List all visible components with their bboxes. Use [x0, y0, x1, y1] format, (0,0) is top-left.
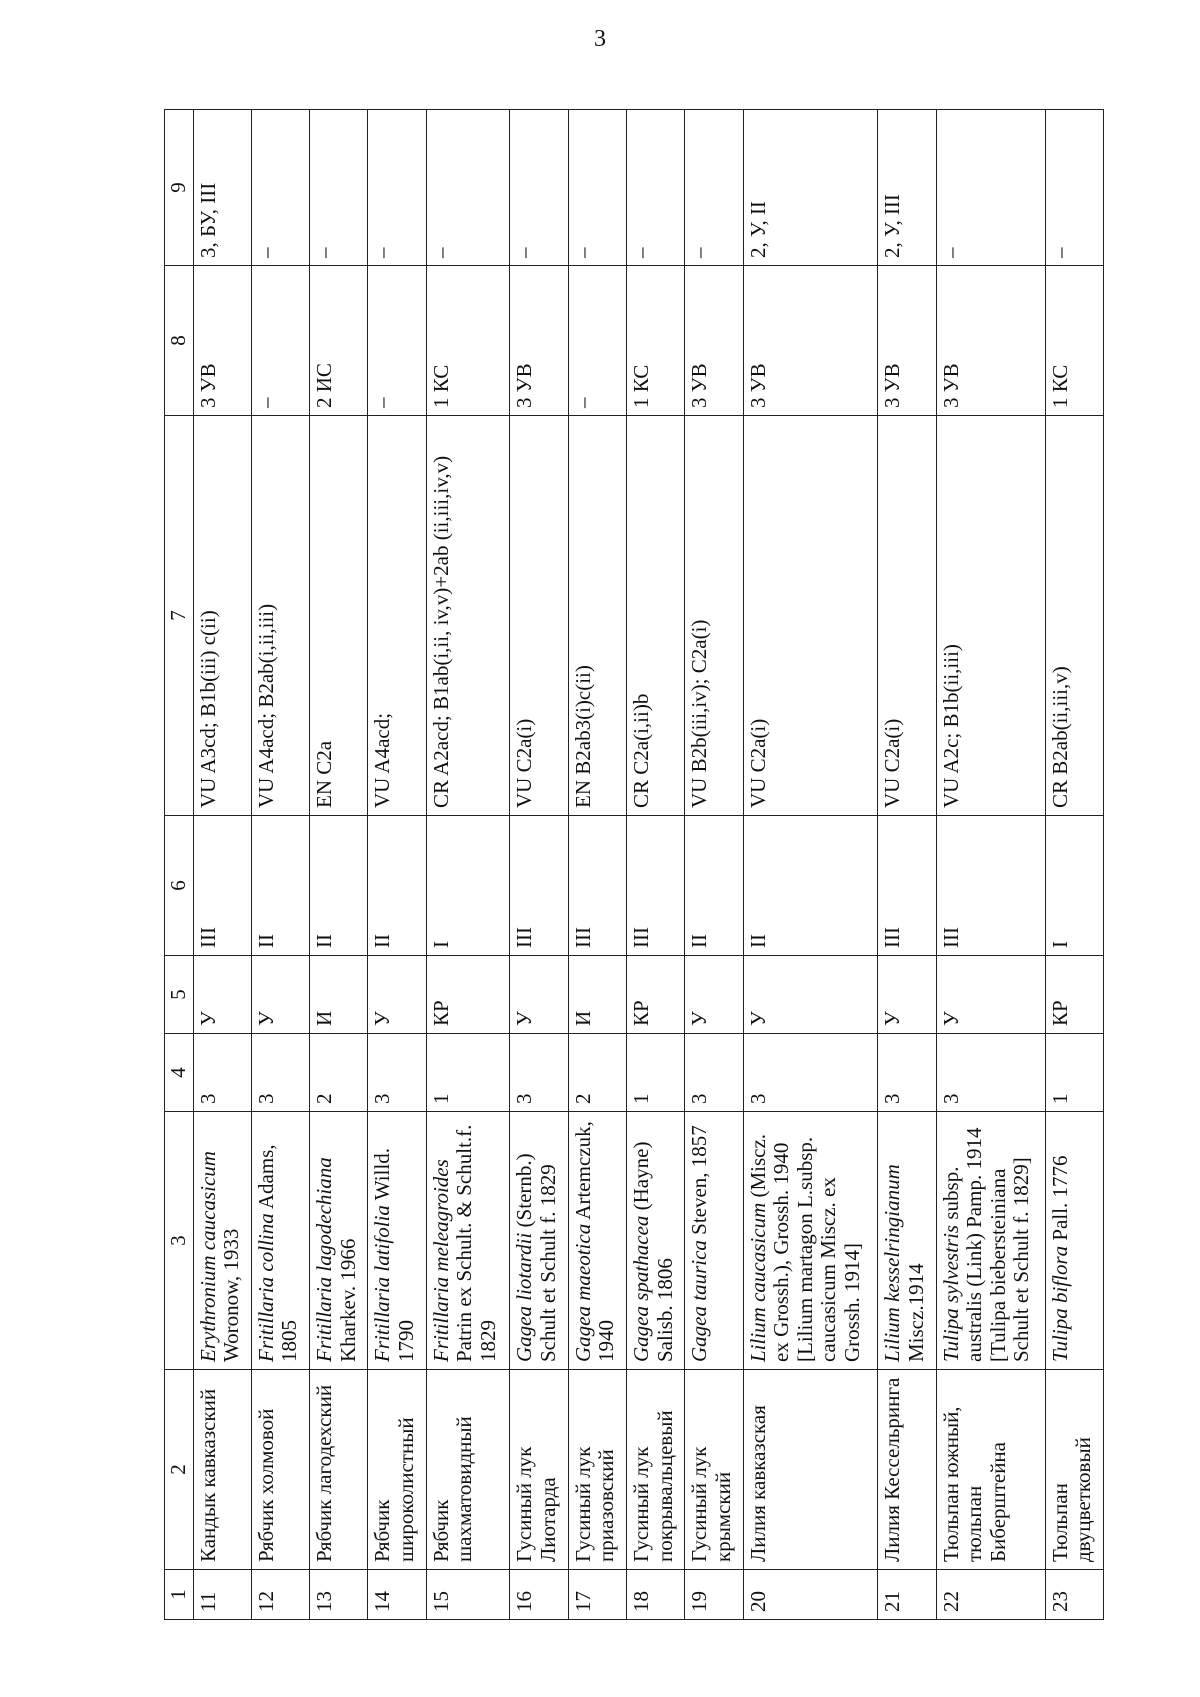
status-value: У — [878, 956, 936, 1034]
russian-name: Тюльпан южный, тюльпан Биберштейна — [936, 1370, 1045, 1570]
status-value: И — [568, 956, 626, 1034]
latin-author: Miscz.1914 — [903, 1263, 928, 1362]
latin-name-cell — [936, 1112, 1045, 1370]
status-value: КР — [426, 956, 510, 1034]
table-row — [510, 110, 568, 1620]
row-number: 23 — [1045, 1570, 1103, 1620]
row-number: 17 — [568, 1570, 626, 1620]
latin-author: Pall. 1776 — [1047, 1155, 1072, 1246]
rf-category: – — [368, 266, 426, 416]
status-value: У — [743, 956, 877, 1034]
latin-name: Fritillaria meleagroides — [428, 1159, 453, 1362]
latin-name-cell — [743, 1112, 877, 1370]
iucn-criteria: VU C2a(i) — [510, 416, 568, 816]
iucn-criteria: CR A2acd; B1ab(i,ii, iv,v)+2ab (ii,iii,iv,v) — [426, 416, 510, 816]
other-category: – — [685, 110, 743, 266]
other-category: – — [368, 110, 426, 266]
latin-author: (Miscz. ex Grossh.), Grossh. 1940 [Lilium martagon L.subsp. caucasicum Miscz. ex Grossh. 1914] — [745, 1133, 864, 1362]
table-row — [878, 110, 936, 1620]
table-frame — [164, 110, 1104, 1620]
rf-category: 2 ИС — [310, 266, 368, 416]
latin-author: Artemczuk, 1940 — [570, 1121, 619, 1362]
row-number: 22 — [936, 1570, 1045, 1620]
russian-name: Рябчик холмовой — [251, 1370, 309, 1570]
latin-author: Woronow, 1933 — [219, 1228, 244, 1362]
category-value: 3 — [193, 1034, 251, 1112]
latin-name: Fritillaria latifolia — [370, 1205, 395, 1362]
priority-value: II — [685, 816, 743, 956]
status-value: И — [310, 956, 368, 1034]
row-number: 15 — [426, 1570, 510, 1620]
status-value: У — [685, 956, 743, 1034]
rf-category: 1 КС — [1045, 266, 1103, 416]
latin-name: Gagea taurica — [687, 1240, 712, 1362]
latin-name-cell — [251, 1112, 309, 1370]
row-number: 19 — [685, 1570, 743, 1620]
latin-name: Fritillaria collina — [253, 1213, 278, 1362]
latin-name: Tulipa sylvestris — [938, 1224, 963, 1362]
row-number: 14 — [368, 1570, 426, 1620]
priority-value: I — [1045, 816, 1103, 956]
russian-name: Гусиный лук покрывальцевый — [627, 1370, 685, 1570]
column-header: 4 — [165, 1034, 194, 1112]
priority-value: III — [193, 816, 251, 956]
latin-name-cell — [426, 1112, 510, 1370]
category-value: 1 — [627, 1034, 685, 1112]
iucn-criteria: EN B2ab3(i)c(ii) — [568, 416, 626, 816]
latin-author: Steven, 1857 — [687, 1125, 712, 1241]
russian-name: Рябчик шахматовидный — [426, 1370, 510, 1570]
latin-name-cell — [310, 1112, 368, 1370]
latin-author: Kharkev. 1966 — [335, 1238, 360, 1362]
iucn-criteria: VU A2c; B1b(ii,iii) — [936, 416, 1045, 816]
rotated-table-container — [164, 110, 1104, 1620]
iucn-criteria: VU A4acd; B2ab(i,ii,iii) — [251, 416, 309, 816]
russian-name: Рябчик широколистный — [368, 1370, 426, 1570]
row-number: 12 — [251, 1570, 309, 1620]
category-value: 3 — [368, 1034, 426, 1112]
priority-value: III — [510, 816, 568, 956]
table-row — [310, 110, 368, 1620]
latin-author: (Sternb.) Schult et Schult f. 1829 — [512, 1153, 560, 1362]
species-table — [164, 109, 1104, 1620]
latin-author: subsp. australis (Link) Pamp. 1914 [Tulipa biebersteiniana Schult et Schult f. 1829] — [938, 1127, 1034, 1362]
russian-name: Гусиный лук Лиотарда — [510, 1370, 568, 1570]
latin-name: Gagea maeotica — [570, 1223, 595, 1362]
other-category: – — [310, 110, 368, 266]
russian-name: Гусиный лук крымский — [685, 1370, 743, 1570]
table-row — [627, 110, 685, 1620]
column-header: 5 — [165, 956, 194, 1034]
latin-name-cell — [368, 1112, 426, 1370]
priority-value: III — [878, 816, 936, 956]
russian-name: Гусиный лук приазовский — [568, 1370, 626, 1570]
category-value: 3 — [510, 1034, 568, 1112]
column-header: 3 — [165, 1112, 194, 1370]
priority-value: III — [568, 816, 626, 956]
iucn-criteria: CR B2ab(ii,iii,v) — [1045, 416, 1103, 816]
other-category: – — [1045, 110, 1103, 266]
rf-category: – — [251, 266, 309, 416]
row-number: 21 — [878, 1570, 936, 1620]
rf-category: 3 УВ — [510, 266, 568, 416]
column-header: 8 — [165, 266, 194, 416]
latin-name-cell — [193, 1112, 251, 1370]
priority-value: III — [627, 816, 685, 956]
latin-author: Willd. 1790 — [370, 1147, 418, 1362]
latin-name: Fritillaria lagodechiana — [312, 1157, 337, 1362]
column-header: 7 — [165, 416, 194, 816]
row-number: 20 — [743, 1570, 877, 1620]
rf-category: 3 УВ — [193, 266, 251, 416]
row-number: 13 — [310, 1570, 368, 1620]
row-number: 11 — [193, 1570, 251, 1620]
table-row — [685, 110, 743, 1620]
russian-name: Лилия Кессельринга — [878, 1370, 936, 1570]
table-row — [368, 110, 426, 1620]
iucn-criteria: CR C2a(i,ii)b — [627, 416, 685, 816]
other-category: 3, БУ, III — [193, 110, 251, 266]
row-number: 16 — [510, 1570, 568, 1620]
latin-name: Erythronium caucasicum — [195, 1151, 220, 1362]
latin-name-cell — [878, 1112, 936, 1370]
latin-name: Gagea liotardii — [512, 1232, 537, 1362]
iucn-criteria: VU C2a(i) — [743, 416, 877, 816]
latin-name: Gagea spathacea — [629, 1215, 654, 1362]
table-row — [426, 110, 510, 1620]
latin-author: (Hayne) Salisb. 1806 — [629, 1141, 677, 1362]
table-header-row — [165, 110, 194, 1620]
other-category: 2, У, II — [743, 110, 877, 266]
rf-category: 1 КС — [627, 266, 685, 416]
latin-name: Lilium kesselringianum — [880, 1164, 905, 1362]
table-row — [1045, 110, 1103, 1620]
rf-category: 3 УВ — [878, 266, 936, 416]
latin-name-cell — [1045, 1112, 1103, 1370]
column-header: 6 — [165, 816, 194, 956]
russian-name: Лилия кавказская — [743, 1370, 877, 1570]
row-number: 18 — [627, 1570, 685, 1620]
rf-category: 3 УВ — [685, 266, 743, 416]
priority-value: I — [426, 816, 510, 956]
iucn-criteria: VU B2b(iii,iv); C2a(i) — [685, 416, 743, 816]
column-header: 9 — [165, 110, 194, 266]
status-value: У — [936, 956, 1045, 1034]
other-category: – — [251, 110, 309, 266]
other-category: – — [627, 110, 685, 266]
iucn-criteria: VU A4acd; — [368, 416, 426, 816]
category-value: 3 — [878, 1034, 936, 1112]
iucn-criteria: VU C2a(i) — [878, 416, 936, 816]
column-header: 2 — [165, 1370, 194, 1570]
priority-value: II — [310, 816, 368, 956]
russian-name: Тюльпан двуцветковый — [1045, 1370, 1103, 1570]
other-category: 2, У, III — [878, 110, 936, 266]
category-value: 3 — [251, 1034, 309, 1112]
priority-value: II — [743, 816, 877, 956]
latin-name-cell — [510, 1112, 568, 1370]
latin-name: Tulipa biflora — [1047, 1245, 1072, 1362]
priority-value: II — [368, 816, 426, 956]
priority-value: III — [936, 816, 1045, 956]
category-value: 2 — [310, 1034, 368, 1112]
status-value: У — [368, 956, 426, 1034]
rf-category: 1 КС — [426, 266, 510, 416]
table-row — [743, 110, 877, 1620]
status-value: КР — [1045, 956, 1103, 1034]
table-row — [568, 110, 626, 1620]
rf-category: 3 УВ — [936, 266, 1045, 416]
russian-name: Кандык кавказский — [193, 1370, 251, 1570]
category-value: 3 — [936, 1034, 1045, 1112]
other-category: – — [510, 110, 568, 266]
table-row — [251, 110, 309, 1620]
category-value: 1 — [1045, 1034, 1103, 1112]
status-value: КР — [627, 956, 685, 1034]
russian-name: Рябчик лагодехский — [310, 1370, 368, 1570]
page-number: 3 — [594, 26, 606, 52]
latin-name-cell — [568, 1112, 626, 1370]
status-value: У — [251, 956, 309, 1034]
status-value: У — [193, 956, 251, 1034]
latin-name-cell — [685, 1112, 743, 1370]
latin-author: Adams, 1805 — [253, 1144, 302, 1362]
table-row — [193, 110, 251, 1620]
rf-category: – — [568, 266, 626, 416]
category-value: 2 — [568, 1034, 626, 1112]
category-value: 1 — [426, 1034, 510, 1112]
rf-category: 3 УВ — [743, 266, 877, 416]
column-header: 1 — [165, 1570, 194, 1620]
status-value: У — [510, 956, 568, 1034]
iucn-criteria: VU A3cd; B1b(iii) c(ii) — [193, 416, 251, 816]
iucn-criteria: EN C2a — [310, 416, 368, 816]
latin-name-cell — [627, 1112, 685, 1370]
category-value: 3 — [743, 1034, 877, 1112]
other-category: – — [936, 110, 1045, 266]
latin-author: Patrin ex Schult. & Schult.f. 1829 — [452, 1124, 500, 1362]
table-row — [936, 110, 1045, 1620]
latin-name: Lilium caucasicum — [745, 1202, 770, 1362]
category-value: 3 — [685, 1034, 743, 1112]
other-category: – — [426, 110, 510, 266]
priority-value: II — [251, 816, 309, 956]
other-category: – — [568, 110, 626, 266]
